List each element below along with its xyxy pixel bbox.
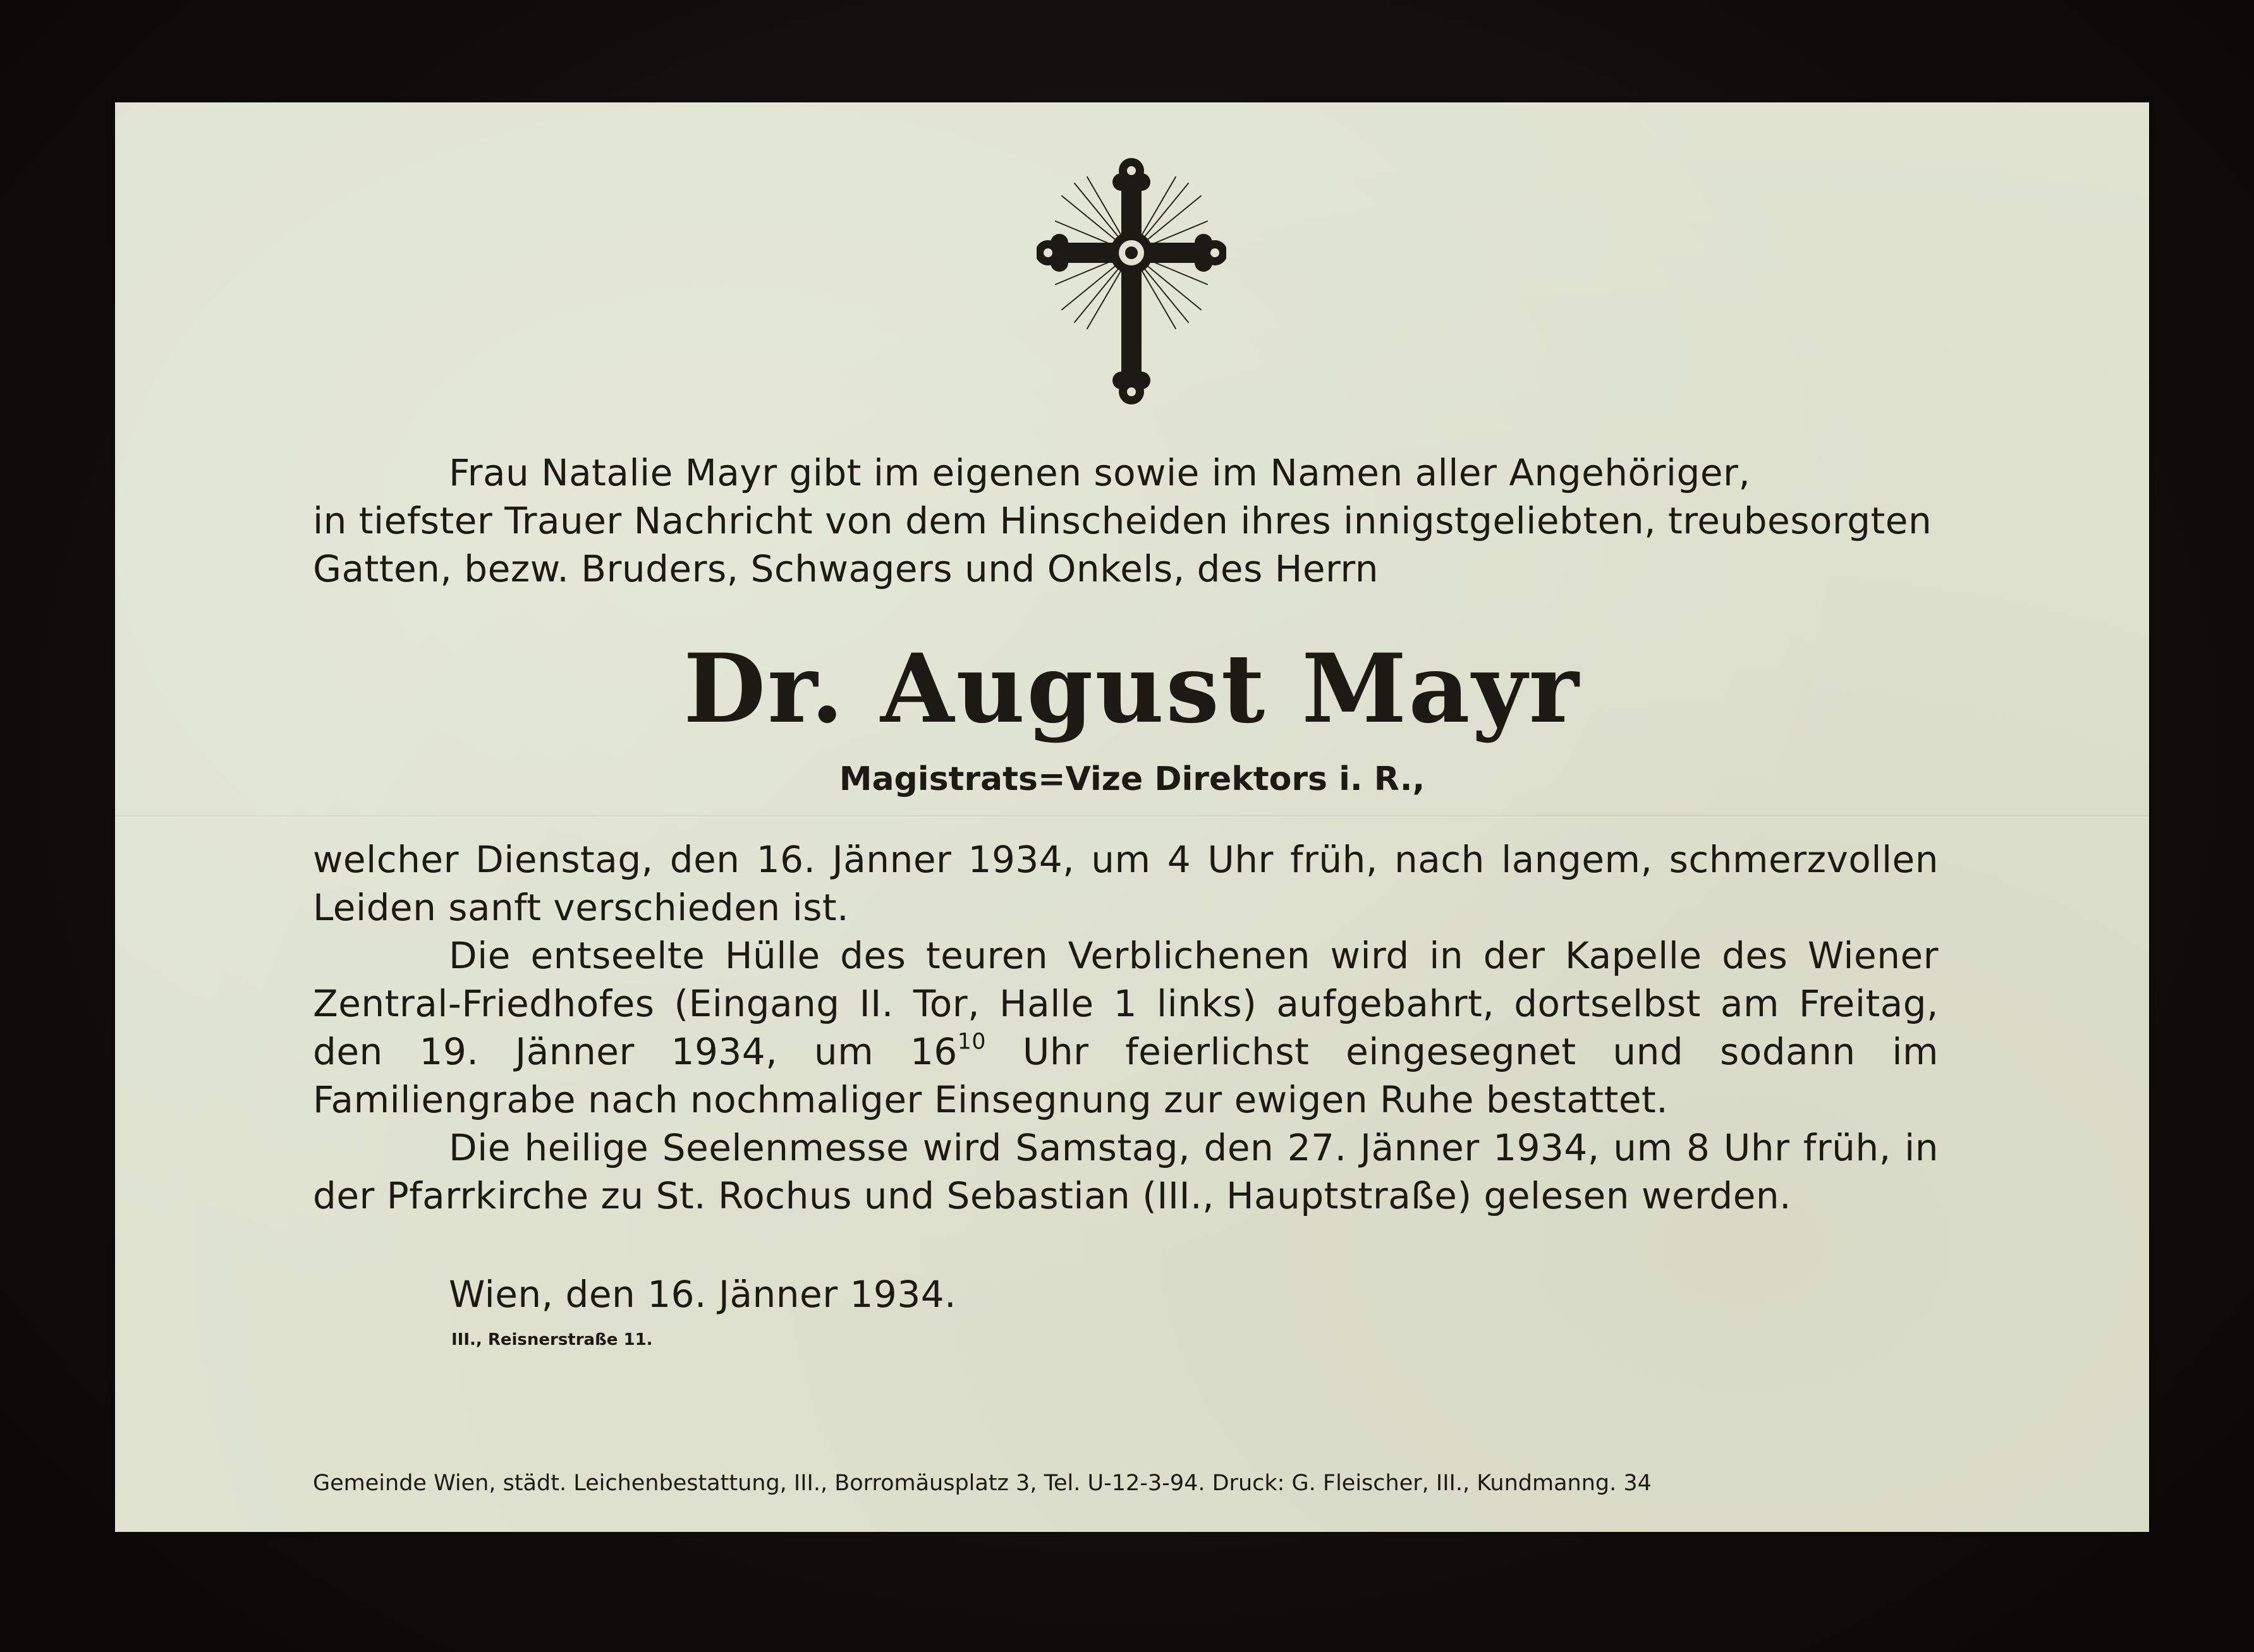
burial-time-minutes: 10 bbox=[957, 1029, 987, 1055]
mass-paragraph: Die heilige Seelenmesse wird Samstag, den 27. Jänner 1934, um 8 Uhr früh, in der Pfarrkirche zu St. Rochus und Sebastian (III., Hauptstraße) gelesen werden. bbox=[313, 1126, 1939, 1217]
intro-text bbox=[313, 449, 1939, 593]
deceased-title: Magistrats=Vize Direktors i. R., bbox=[839, 760, 1425, 798]
intro-line-2: in tiefster Trauer Nachricht von dem Hinscheiden ihres innigstgeliebten, treubesorgten bbox=[313, 499, 1932, 542]
body-text bbox=[313, 835, 1939, 1220]
burial-text-part-2: Uhr feierlichst eingesegnet und sodann im Familiengrabe nach nochmaliger Einsegnung zur ewigen Ruhe bestattet. bbox=[313, 1030, 1939, 1121]
intro-line-3: Gatten, bezw. Bruders, Schwagers und Onkels, des Herrn bbox=[313, 547, 1379, 590]
deceased-name: Dr. August Mayr bbox=[683, 633, 1581, 744]
intro-line-1: Frau Natalie Mayr gibt im eigenen sowie im Namen aller Angehöriger, bbox=[449, 451, 1751, 494]
burial-text-part-1: Die entseelte Hülle des teuren Verblichenen wird in der Kapelle des Wiener Zentral-Friedhofes (Eingang II. Tor, Halle 1 links) aufgebahrt, dortselbst am Freitag, den 19. Jänner 1934, um 16 bbox=[313, 934, 1939, 1073]
paper-fold-line bbox=[115, 815, 2149, 818]
place-date-line: Wien, den 16. Jänner 1934. bbox=[449, 1273, 957, 1316]
printer-footer: Gemeinde Wien, städt. Leichenbestattung, III., Borromäusplatz 3, Tel. U-12-3-94. Druck: G. Fleischer, III., Kundmanng. 34 bbox=[313, 1471, 1652, 1496]
burial-paragraph bbox=[313, 932, 1939, 1124]
obituary-card bbox=[115, 102, 2149, 1532]
death-paragraph: welcher Dienstag, den 16. Jänner 1934, um 4 Uhr früh, nach langem, schmerzvollen Leiden sanft verschieden ist. bbox=[313, 838, 1939, 929]
ornate-cross-icon bbox=[1037, 152, 1226, 404]
sender-address: III., Reisnerstraße 11. bbox=[451, 1330, 653, 1349]
